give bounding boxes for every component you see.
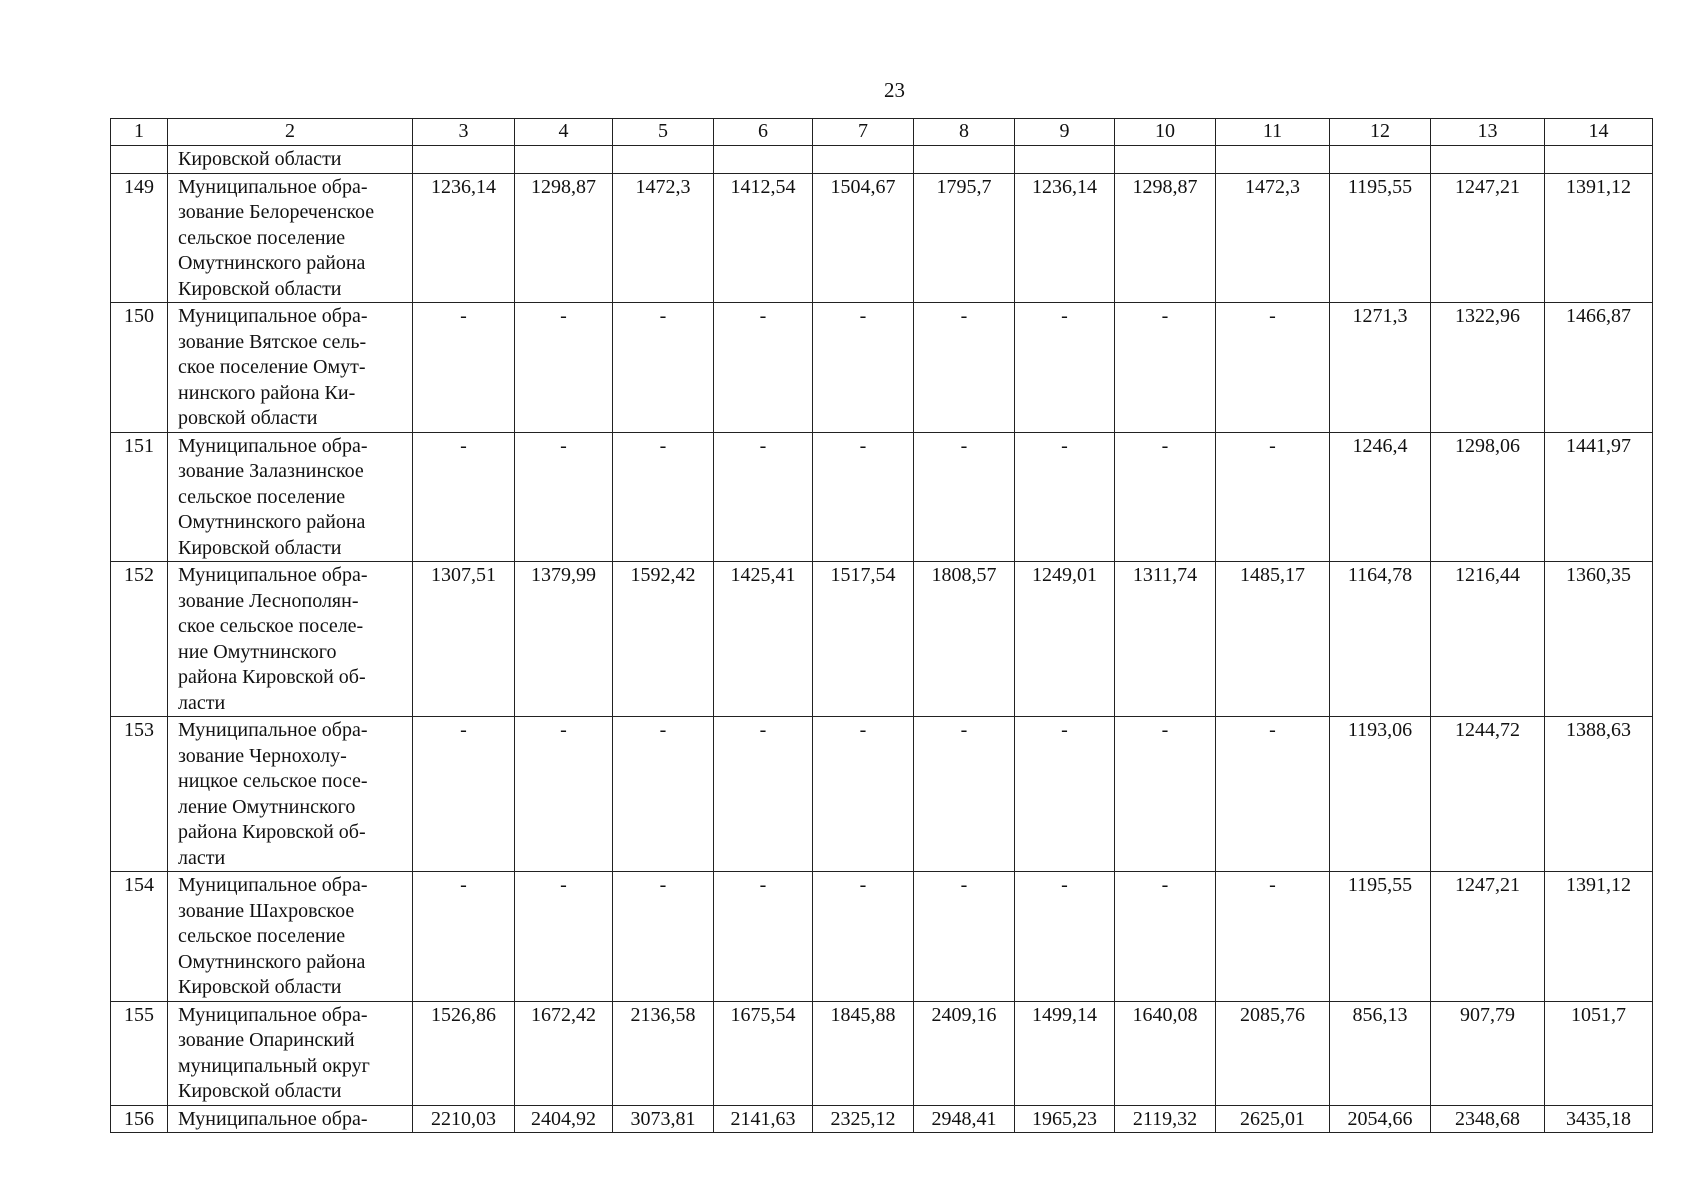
value-cell: - <box>413 872 515 1002</box>
value-cell: 1322,96 <box>1431 303 1545 433</box>
value-cell: 1298,06 <box>1431 432 1545 562</box>
municipality-name-cell: Муниципальное обра- зование Вятское сель- ское поселение Омут- нинского района Ки- ровской области <box>168 303 413 433</box>
value-cell: 1472,3 <box>1216 173 1330 303</box>
value-cell: 1808,57 <box>914 562 1015 717</box>
row-number-cell: 149 <box>111 173 168 303</box>
value-cell: - <box>914 872 1015 1002</box>
value-cell: 3435,18 <box>1545 1105 1653 1133</box>
value-cell: 1193,06 <box>1330 717 1431 872</box>
value-cell: - <box>1115 432 1216 562</box>
tariff-table <box>110 118 1653 1133</box>
value-cell: 1247,21 <box>1431 872 1545 1002</box>
value-cell: 2325,12 <box>813 1105 914 1133</box>
value-cell: 1845,88 <box>813 1001 914 1105</box>
value-cell: 1388,63 <box>1545 717 1653 872</box>
value-cell <box>1545 146 1653 174</box>
value-cell: 1307,51 <box>413 562 515 717</box>
table-row <box>111 173 1653 303</box>
value-cell: 2085,76 <box>1216 1001 1330 1105</box>
value-cell: - <box>413 432 515 562</box>
value-cell <box>1431 146 1545 174</box>
page-number: 23 <box>884 78 905 102</box>
row-number-cell: 154 <box>111 872 168 1002</box>
value-cell: - <box>1115 717 1216 872</box>
value-cell: - <box>1216 303 1330 433</box>
value-cell: - <box>1216 432 1330 562</box>
value-cell: 1244,72 <box>1431 717 1545 872</box>
value-cell: 1485,17 <box>1216 562 1330 717</box>
value-cell: 1675,54 <box>714 1001 813 1105</box>
municipality-name-cell: Муниципальное обра- зование Леснополян- ское сельское поселе- ние Омутнинского района Кировской об- ласти <box>168 562 413 717</box>
value-cell: - <box>613 432 714 562</box>
municipality-name-cell: Муниципальное обра- зование Опаринский муниципальный округ Кировской области <box>168 1001 413 1105</box>
value-cell: 2625,01 <box>1216 1105 1330 1133</box>
value-cell: 1195,55 <box>1330 173 1431 303</box>
value-cell: - <box>1015 303 1115 433</box>
value-cell <box>714 146 813 174</box>
value-cell: - <box>714 432 813 562</box>
value-cell: 1271,3 <box>1330 303 1431 433</box>
value-cell: 1246,4 <box>1330 432 1431 562</box>
column-number-cell: 10 <box>1115 119 1216 146</box>
value-cell: 1391,12 <box>1545 872 1653 1002</box>
row-number-cell: 156 <box>111 1105 168 1133</box>
value-cell: - <box>813 872 914 1002</box>
value-cell: - <box>813 432 914 562</box>
value-cell: - <box>413 717 515 872</box>
value-cell: 2119,32 <box>1115 1105 1216 1133</box>
value-cell: - <box>714 303 813 433</box>
municipality-name-cell: Кировской области <box>168 146 413 174</box>
value-cell: - <box>1115 303 1216 433</box>
value-cell: 1311,74 <box>1115 562 1216 717</box>
row-number-cell: 152 <box>111 562 168 717</box>
row-number-cell: 155 <box>111 1001 168 1105</box>
value-cell: - <box>1216 717 1330 872</box>
value-cell: 1499,14 <box>1015 1001 1115 1105</box>
value-cell <box>813 146 914 174</box>
value-cell: 1441,97 <box>1545 432 1653 562</box>
column-number-cell: 6 <box>714 119 813 146</box>
value-cell <box>613 146 714 174</box>
value-cell: 1164,78 <box>1330 562 1431 717</box>
value-cell: - <box>613 303 714 433</box>
value-cell: - <box>515 303 613 433</box>
value-cell <box>1216 146 1330 174</box>
column-number-cell: 4 <box>515 119 613 146</box>
value-cell: - <box>1015 717 1115 872</box>
column-number-cell: 13 <box>1431 119 1545 146</box>
value-cell: 2054,66 <box>1330 1105 1431 1133</box>
value-cell: 1391,12 <box>1545 173 1653 303</box>
column-number-cell: 5 <box>613 119 714 146</box>
municipality-name-cell: Муниципальное обра- <box>168 1105 413 1133</box>
column-number-cell: 14 <box>1545 119 1653 146</box>
value-cell: - <box>515 432 613 562</box>
value-cell: 1592,42 <box>613 562 714 717</box>
value-cell <box>515 146 613 174</box>
value-cell <box>1115 146 1216 174</box>
row-number-cell <box>111 146 168 174</box>
value-cell: - <box>1015 872 1115 1002</box>
column-number-cell: 1 <box>111 119 168 146</box>
value-cell <box>914 146 1015 174</box>
value-cell: 1526,86 <box>413 1001 515 1105</box>
value-cell: - <box>1015 432 1115 562</box>
value-cell: 1640,08 <box>1115 1001 1216 1105</box>
value-cell: - <box>914 717 1015 872</box>
value-cell: 1672,42 <box>515 1001 613 1105</box>
column-number-cell: 11 <box>1216 119 1330 146</box>
value-cell: 1236,14 <box>1015 173 1115 303</box>
value-cell: 2404,92 <box>515 1105 613 1133</box>
value-cell: - <box>515 717 613 872</box>
value-cell: 1298,87 <box>1115 173 1216 303</box>
column-number-row <box>111 119 1653 146</box>
value-cell: - <box>1216 872 1330 1002</box>
value-cell: 2136,58 <box>613 1001 714 1105</box>
municipality-name-cell: Муниципальное обра- зование Белореченское сельское поселение Омутнинского района Кировской области <box>168 173 413 303</box>
value-cell: 1466,87 <box>1545 303 1653 433</box>
value-cell: - <box>714 872 813 1002</box>
value-cell: 907,79 <box>1431 1001 1545 1105</box>
value-cell: 2141,63 <box>714 1105 813 1133</box>
value-cell: - <box>813 303 914 433</box>
value-cell: 1298,87 <box>515 173 613 303</box>
value-cell: 2348,68 <box>1431 1105 1545 1133</box>
value-cell: 1236,14 <box>413 173 515 303</box>
value-cell: 1216,44 <box>1431 562 1545 717</box>
value-cell: - <box>714 717 813 872</box>
column-number-cell: 2 <box>168 119 413 146</box>
value-cell: - <box>1115 872 1216 1002</box>
municipality-name-cell: Муниципальное обра- зование Чернохолу- ницкое сельское посе- ление Омутнинского района Кировской об- ласти <box>168 717 413 872</box>
table-row <box>111 1001 1653 1105</box>
table-row <box>111 1105 1653 1133</box>
value-cell: 2210,03 <box>413 1105 515 1133</box>
value-cell: 1247,21 <box>1431 173 1545 303</box>
column-number-cell: 9 <box>1015 119 1115 146</box>
value-cell: 856,13 <box>1330 1001 1431 1105</box>
value-cell: - <box>813 717 914 872</box>
value-cell: - <box>413 303 515 433</box>
column-number-cell: 12 <box>1330 119 1431 146</box>
value-cell: 1472,3 <box>613 173 714 303</box>
table-row <box>111 432 1653 562</box>
value-cell: 1425,41 <box>714 562 813 717</box>
table-row <box>111 562 1653 717</box>
value-cell: 1195,55 <box>1330 872 1431 1002</box>
value-cell: 3073,81 <box>613 1105 714 1133</box>
table-row <box>111 146 1653 174</box>
value-cell: - <box>914 303 1015 433</box>
value-cell: 1504,67 <box>813 173 914 303</box>
value-cell <box>413 146 515 174</box>
row-number-cell: 151 <box>111 432 168 562</box>
row-number-cell: 150 <box>111 303 168 433</box>
value-cell: 1051,7 <box>1545 1001 1653 1105</box>
value-cell: 1249,01 <box>1015 562 1115 717</box>
table-body <box>111 119 1653 1133</box>
municipality-name-cell: Муниципальное обра- зование Залазнинское сельское поселение Омутнинского района Кировской области <box>168 432 413 562</box>
column-number-cell: 3 <box>413 119 515 146</box>
value-cell: 1965,23 <box>1015 1105 1115 1133</box>
row-number-cell: 153 <box>111 717 168 872</box>
table-row <box>111 717 1653 872</box>
table-row <box>111 303 1653 433</box>
value-cell: - <box>613 872 714 1002</box>
value-cell: - <box>613 717 714 872</box>
column-number-cell: 7 <box>813 119 914 146</box>
value-cell: 1795,7 <box>914 173 1015 303</box>
value-cell: - <box>515 872 613 1002</box>
value-cell: 1517,54 <box>813 562 914 717</box>
value-cell <box>1330 146 1431 174</box>
value-cell: 1412,54 <box>714 173 813 303</box>
value-cell: 2948,41 <box>914 1105 1015 1133</box>
municipality-name-cell: Муниципальное обра- зование Шахровское сельское поселение Омутнинского района Кировской области <box>168 872 413 1002</box>
value-cell: 1379,99 <box>515 562 613 717</box>
value-cell <box>1015 146 1115 174</box>
value-cell: 2409,16 <box>914 1001 1015 1105</box>
value-cell: - <box>914 432 1015 562</box>
table-row <box>111 872 1653 1002</box>
value-cell: 1360,35 <box>1545 562 1653 717</box>
column-number-cell: 8 <box>914 119 1015 146</box>
